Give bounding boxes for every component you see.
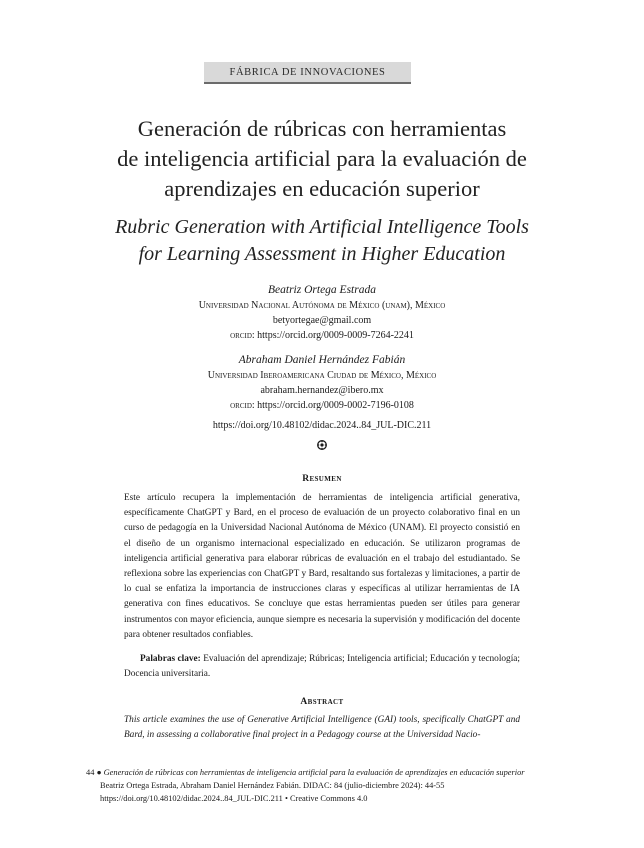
author-name: Beatriz Ortega Estrada [268, 284, 376, 296]
resumen-heading: Resumen [302, 474, 342, 484]
author-name: Abraham Daniel Hernández Fabián [238, 354, 406, 366]
abstract-heading: Abstract [300, 697, 344, 707]
title-es-line-1: Generación de rúbricas con herramientas [137, 116, 507, 141]
doi-link[interactable]: https://doi.org/10.48102/didac.2024..84_JUL-DIC.211 [212, 420, 432, 431]
author-block [40, 282, 604, 422]
author-affiliation: Universidad Nacional Autónoma de México (unam), México [198, 300, 446, 311]
author-email[interactable]: abraham.hernandez@ibero.mx [260, 385, 384, 396]
author-2 [40, 352, 604, 413]
orcid-label: orcid: [230, 400, 255, 411]
author-affiliation: Universidad Iberoamericana Ciudad de México, México [207, 370, 437, 381]
title-spanish [40, 114, 604, 204]
title-es-line-3: aprendizajes en educación superior [164, 176, 480, 201]
keywords [124, 652, 520, 682]
author-1 [40, 282, 604, 343]
orcid-link[interactable]: https://orcid.org/0009-0002-7196-0108 [257, 400, 414, 411]
page-number: 44 [86, 768, 95, 777]
orcid-link[interactable]: https://orcid.org/0009-0009-7264-2241 [257, 330, 414, 341]
page-footer [86, 766, 556, 805]
title-english [40, 214, 604, 268]
section-band [204, 62, 411, 84]
doi-license-line: https://doi.org/10.48102/didac.2024..84_JUL-DIC.211 • Creative Commons 4.0 [100, 794, 368, 803]
footer-bullet: ● [96, 768, 102, 777]
resumen-body: Este artículo recupera la implementación de herramientas de inteligencia artificial generativa, específicamente ChatGPT y Bard, en el proceso de evaluación de un proyecto colaborativo final en un curso de pedagogía en la Universidad Nacional Autónoma de México (UNAM). El proyecto consistió en el diseño de un organismo internacional especializado en educación. Se utilizaron programas de inteligencia artificial generativa para elaborar rúbricas de evaluación en el trabajo del estudiantado. Se reflexiona sobre las experiencias con ChatGPT y Bard, resaltando sus fortalezas y limitaciones, a partir de lo cual se enfatiza la importancia de instrucciones claras y específicas al utilizar herramientas de IA generativa con fines educativos. Se concluye que estas herramientas pueden ser útiles para generar instrumentos con mayor eficiencia, aunque siempre es necesaria la supervisión y modificación del docente para obtener resultados confiables. [124, 493, 521, 640]
keywords-label: Palabras clave: [140, 654, 201, 664]
running-title: Generación de rúbricas con herramientas de inteligencia artificial para la evaluación de aprendizajes en educación superior [103, 768, 525, 777]
keywords-text: Evaluación del aprendizaje; Rúbricas; Inteligencia artificial; Educación y tecnología; Docencia universitaria. [124, 654, 520, 680]
title-en-line-1: Rubric Generation with Artificial Intelligence Tools [115, 216, 529, 238]
citation-line: Beatriz Ortega Estrada, Abraham Daniel Hernández Fabián. DIDAC: 84 (julio-diciembre 2024): 44-55 [100, 781, 445, 790]
title-es-line-2: de inteligencia artificial para la evaluación de [117, 146, 527, 171]
title-en-line-2: for Learning Assessment in Higher Education [138, 243, 506, 265]
section-label: FÁBRICA DE INNOVACIONES [229, 66, 386, 78]
open-access-icon [317, 440, 327, 450]
author-email[interactable]: betyortegae@gmail.com [272, 315, 372, 326]
abstract-body: This article examines the use of Generative Artificial Intelligence (GAI) tools, specifically ChatGPT and Bard, in assessing a collaborative final project in a Pedagogy course at the Universidad Nacio- [124, 715, 520, 741]
orcid-label: orcid: [230, 330, 255, 341]
